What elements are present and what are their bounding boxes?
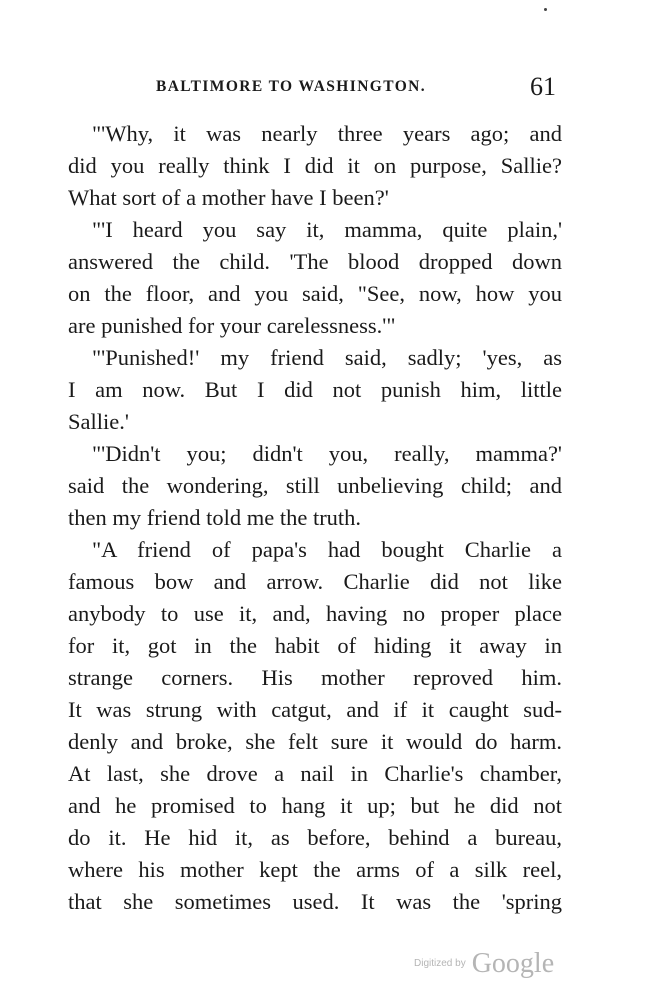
text-line-16: anybody to use it, and, having no proper place (68, 601, 562, 626)
text-line-14: "A friend of papa's had bought Charlie a (92, 537, 562, 562)
text-line-20: denly and broke, she felt sure it would do harm. (68, 729, 562, 754)
body-text (68, 118, 562, 918)
text-line-13: then my friend told me the truth. (68, 505, 362, 530)
text-line-23: do it. He hid it, as before, behind a bureau, (68, 825, 562, 850)
text-line-6: on the floor, and you said, "See, now, how you (68, 281, 562, 306)
text-line-7: are punished for your carelessness.'" (68, 313, 396, 338)
text-line-4: "'I heard you say it, mamma, quite plain,' (92, 217, 562, 242)
page-number: 61 (530, 72, 556, 101)
text-line-10: Sallie.' (68, 409, 129, 434)
text-line-19: It was strung with catgut, and if it caught sud- (68, 697, 562, 722)
text-line-9: I am now. But I did not punish him, little (68, 377, 562, 402)
page-header (0, 74, 650, 104)
text-line-2: did you really think I did it on purpose, Sallie? (68, 153, 562, 178)
text-line-5: answered the child. 'The blood dropped down (68, 249, 562, 274)
text-line-1: "'Why, it was nearly three years ago; and (92, 121, 562, 146)
text-line-12: said the wondering, still unbelieving child; and (68, 473, 562, 498)
text-line-18: strange corners. His mother reproved him. (68, 665, 562, 690)
google-logo: Google (471, 948, 555, 979)
watermark-prefix: Digitized by (414, 958, 466, 969)
text-line-3: What sort of a mother have I been?' (68, 185, 389, 210)
text-line-8: "'Punished!' my friend said, sadly; 'yes, as (92, 345, 562, 370)
text-line-22: and he promised to hang it up; but he did not (68, 793, 562, 818)
running-head: BALTIMORE TO WASHINGTON. (155, 78, 427, 95)
text-line-15: famous bow and arrow. Charlie did not like (68, 569, 562, 594)
text-line-21: At last, she drove a nail in Charlie's chamber, (68, 761, 562, 786)
digitization-watermark (414, 948, 554, 980)
text-line-17: for it, got in the habit of hiding it away in (68, 633, 562, 658)
text-line-11: "'Didn't you; didn't you, really, mamma?' (92, 441, 562, 466)
ink-speck (544, 8, 547, 11)
text-line-25: that she sometimes used. It was the 'spring (68, 889, 562, 914)
text-line-24: where his mother kept the arms of a silk reel, (68, 857, 562, 882)
